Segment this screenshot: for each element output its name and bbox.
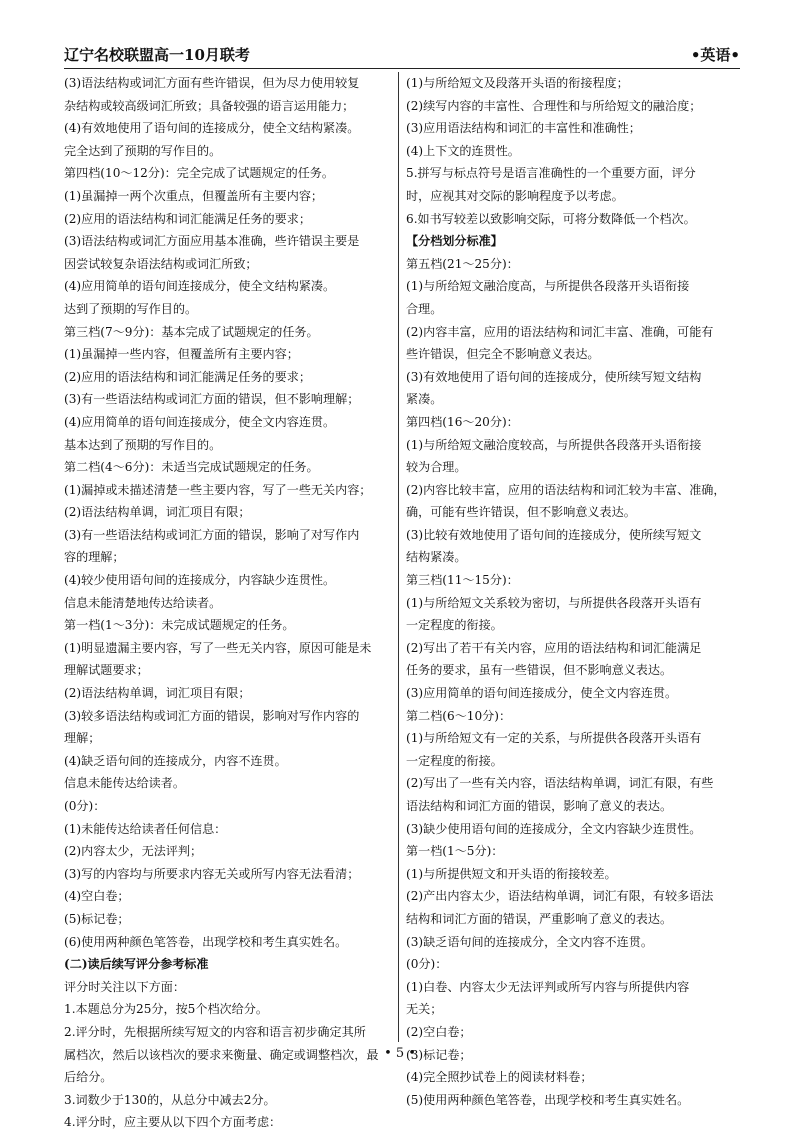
text-line: 信息未能清楚地传达给读者。: [64, 595, 222, 610]
text-line: 第五档(21～25分)：: [406, 256, 519, 271]
text-line: (3)有一些语法结构或词汇方面的错误，影响了对写作内: [64, 527, 360, 542]
text-line: 后给分。: [64, 1070, 113, 1085]
text-line: 理解试题要求；: [64, 663, 149, 678]
text-line: 时，应视其对交际的影响程度予以考虑。: [406, 188, 624, 203]
text-line: (1)与所给短文关系较为密切，与所提供各段落开头语有: [406, 595, 702, 610]
text-line: 容的理解；: [64, 550, 125, 565]
text-line: 第三档(11～15分)：: [406, 573, 519, 588]
text-line: (3)缺乏语句间的连接成分，全文内容不连贯。: [406, 934, 653, 949]
text-line: (5)标记卷；: [64, 911, 130, 926]
text-line: (3)缺少使用语句间的连接成分，全文内容缺少连贯性。: [406, 821, 702, 836]
text-line: (1)未能传达给读者任何信息：: [64, 821, 227, 836]
text-line: 第二档(6～10分)：: [406, 708, 512, 723]
text-line: 结构紧凑。: [406, 550, 467, 565]
text-line: 第四档(10～12分)：完全完成了试题规定的任务。: [64, 166, 334, 181]
text-line: (4)完全照抄试卷上的阅读材料卷；: [406, 1070, 593, 1085]
text-line: (5)使用两种颜色笔答卷，出现学校和考生真实姓名。: [406, 1092, 690, 1107]
text-line: 些许错误，但完全不影响意义表达。: [406, 347, 600, 362]
text-line: (3)语法结构或词汇方面应用基本准确，些许错误主要是: [64, 234, 360, 249]
text-line: 因尝试较复杂语法结构或词汇所致；: [64, 256, 258, 271]
text-line: 一定程度的衔接。: [406, 618, 503, 633]
text-line: (2)语法结构单调，词汇项目有限；: [64, 505, 251, 520]
text-line: (4)应用简单的语句间连接成分，使全文结构紧凑。: [64, 279, 336, 294]
text-line: (2)续写内容的丰富性、合理性和与所给短文的融洽度；: [406, 98, 702, 113]
text-line: (0分)：: [406, 957, 448, 972]
text-line: (1)与所给短文及段落开头语的衔接程度；: [406, 76, 629, 90]
text-line: (1)白卷、内容太少无法评判或所写内容与所提供内容: [406, 979, 690, 994]
text-line: (1)与所提供短文和开头语的衔接较差。: [406, 866, 617, 881]
text-line: 5.拼写与标点符号是语言准确性的一个重要方面，评分: [406, 166, 696, 181]
text-line: 基本达到了预期的写作目的。: [64, 437, 222, 452]
text-line: (2)应用的语法结构和词汇能满足任务的要求；: [64, 211, 311, 226]
text-line: (1)明显遗漏主要内容，写了一些无关内容，原因可能是未: [64, 640, 372, 655]
text-line: (4)应用简单的语句间连接成分，使全文内容连贯。: [64, 414, 336, 429]
column-divider: [398, 72, 399, 1042]
text-line: (3)较多语法结构或词汇方面的错误，影响对写作内容的: [64, 708, 360, 723]
text-line: 评分时关注以下方面：: [64, 979, 185, 994]
text-line: 第三档(7～9分)：基本完成了试题规定的任务。: [64, 324, 319, 339]
text-line: (3)标记卷；: [406, 1047, 472, 1062]
text-line: 第一档(1～3分)：未完成试题规定的任务。: [64, 618, 295, 633]
page-header: [64, 40, 740, 69]
text-line: 6.如书写较差以致影响交际，可将分数降低一个档次。: [406, 211, 696, 226]
text-line: (3)写的内容均与所要求内容无关或所写内容无法看清；: [64, 866, 360, 881]
text-line: (2)写出了一些有关内容，语法结构单调，词汇有限，有些: [406, 776, 714, 791]
text-line: 无关；: [406, 1002, 443, 1017]
text-line: (1)与所给短文融洽度较高，与所提供各段落开头语衔接: [406, 437, 702, 452]
section-heading: 【分档划分标准】: [406, 234, 503, 249]
text-line: 结构和词汇方面的错误，严重影响了意义的表达。: [406, 911, 673, 926]
text-line: (0分)：: [64, 799, 106, 813]
text-line: (3)比较有效地使用了语句间的连接成分，使所续写短文: [406, 527, 702, 542]
text-line: 第二档(4～6分)：未适当完成试题规定的任务。: [64, 460, 319, 475]
text-line: (4)缺乏语句间的连接成分，内容不连贯。: [64, 753, 287, 768]
text-line: (3)有效地使用了语句间的连接成分，使所续写短文结构: [406, 369, 702, 384]
text-line: (4)较少使用语句间的连接成分，内容缺少连贯性。: [64, 573, 336, 588]
text-line: 较为合理。: [406, 460, 467, 475]
text-line: (1)与所给短文有一定的关系，与所提供各段落开头语有: [406, 731, 702, 746]
text-line: 任务的要求，虽有一些错误，但不影响意义表达。: [406, 663, 673, 678]
right-column: [406, 72, 740, 1111]
text-line: 达到了预期的写作目的。: [64, 301, 198, 316]
text-line: 紧凑。: [406, 392, 443, 407]
text-line: (2)内容太少，无法评判；: [64, 844, 203, 859]
text-line: (2)产出内容太少，语法结构单调，词汇有限，有较多语法: [406, 889, 714, 904]
left-column: [64, 72, 398, 1134]
text-line: 完全达到了预期的写作目的。: [64, 143, 222, 158]
text-line: 第一档(1～5分)：: [406, 844, 504, 859]
text-line: 杂结构或较高级词汇所致；具备较强的语言运用能力；: [64, 98, 355, 113]
text-line: 2.评分时，先根据所续写短文的内容和语言初步确定其所: [64, 1024, 366, 1039]
text-line: (3)应用简单的语句间连接成分，使全文内容连贯。: [406, 686, 678, 701]
text-line: (1)虽漏掉一两个次重点，但覆盖所有主要内容；: [64, 188, 324, 203]
text-line: (3)有一些语法结构或词汇方面的错误，但不影响理解；: [64, 392, 360, 407]
text-line: (2)空白卷；: [406, 1024, 472, 1039]
text-line: 语法结构和词汇方面的错误，影响了意义的表达。: [406, 799, 673, 813]
text-line: 第四档(16～20分)：: [406, 414, 519, 429]
page-number: • 5 •: [384, 1046, 416, 1061]
text-line: (4)空白卷；: [64, 889, 130, 904]
text-line: (2)语法结构单调，词汇项目有限；: [64, 686, 251, 701]
text-line: 1.本题总分为25分，按5个档次给分。: [64, 1002, 268, 1017]
text-line: (2)写出了若干有关内容，应用的语法结构和词汇能满足: [406, 640, 702, 655]
text-line: (1)漏掉或未描述清楚一些主要内容，写了一些无关内容；: [64, 482, 372, 497]
text-line: (4)上下文的连贯性。: [406, 143, 520, 158]
text-line: 理解；: [64, 731, 101, 746]
text-line: (1)与所给短文融洽度高，与所提供各段落开头语衔接: [406, 279, 690, 294]
exam-title: 辽宁名校联盟高一10月联考: [64, 46, 250, 64]
text-line: (6)使用两种颜色笔答卷，出现学校和考生真实姓名。: [64, 934, 348, 949]
text-line: (2)内容丰富，应用的语法结构和词汇丰富、准确，可能有: [406, 324, 714, 339]
text-line: 信息未能传达给读者。: [64, 776, 185, 791]
text-line: (1)虽漏掉一些内容，但覆盖所有主要内容；: [64, 347, 299, 362]
text-line: (3)应用语法结构和词汇的丰富性和准确性；: [406, 121, 641, 136]
text-line: 4.评分时，应主要从以下四个方面考虑：: [64, 1115, 282, 1130]
text-line: 3.词数少于130的，从总分中减去2分。: [64, 1092, 276, 1107]
text-line: 一定程度的衔接。: [406, 753, 503, 768]
text-line: (2)内容比较丰富，应用的语法结构和词汇较为丰富、准确，: [406, 482, 726, 497]
text-line: (4)有效地使用了语句间的连接成分，使全文结构紧凑。: [64, 121, 360, 136]
text-line: (3)语法结构或词汇方面有些许错误，但为尽力使用较复: [64, 76, 360, 90]
section-heading: (二)读后续写评分参考标准: [64, 957, 209, 972]
text-line: 确，可能有些许错误，但不影响意义表达。: [406, 505, 636, 520]
text-line: 合理。: [406, 301, 443, 316]
text-line: 属档次，然后以该档次的要求来衡量、确定或调整档次，最: [64, 1047, 379, 1062]
subject-label: •英语•: [690, 46, 740, 64]
text-line: (2)应用的语法结构和词汇能满足任务的要求；: [64, 369, 311, 384]
